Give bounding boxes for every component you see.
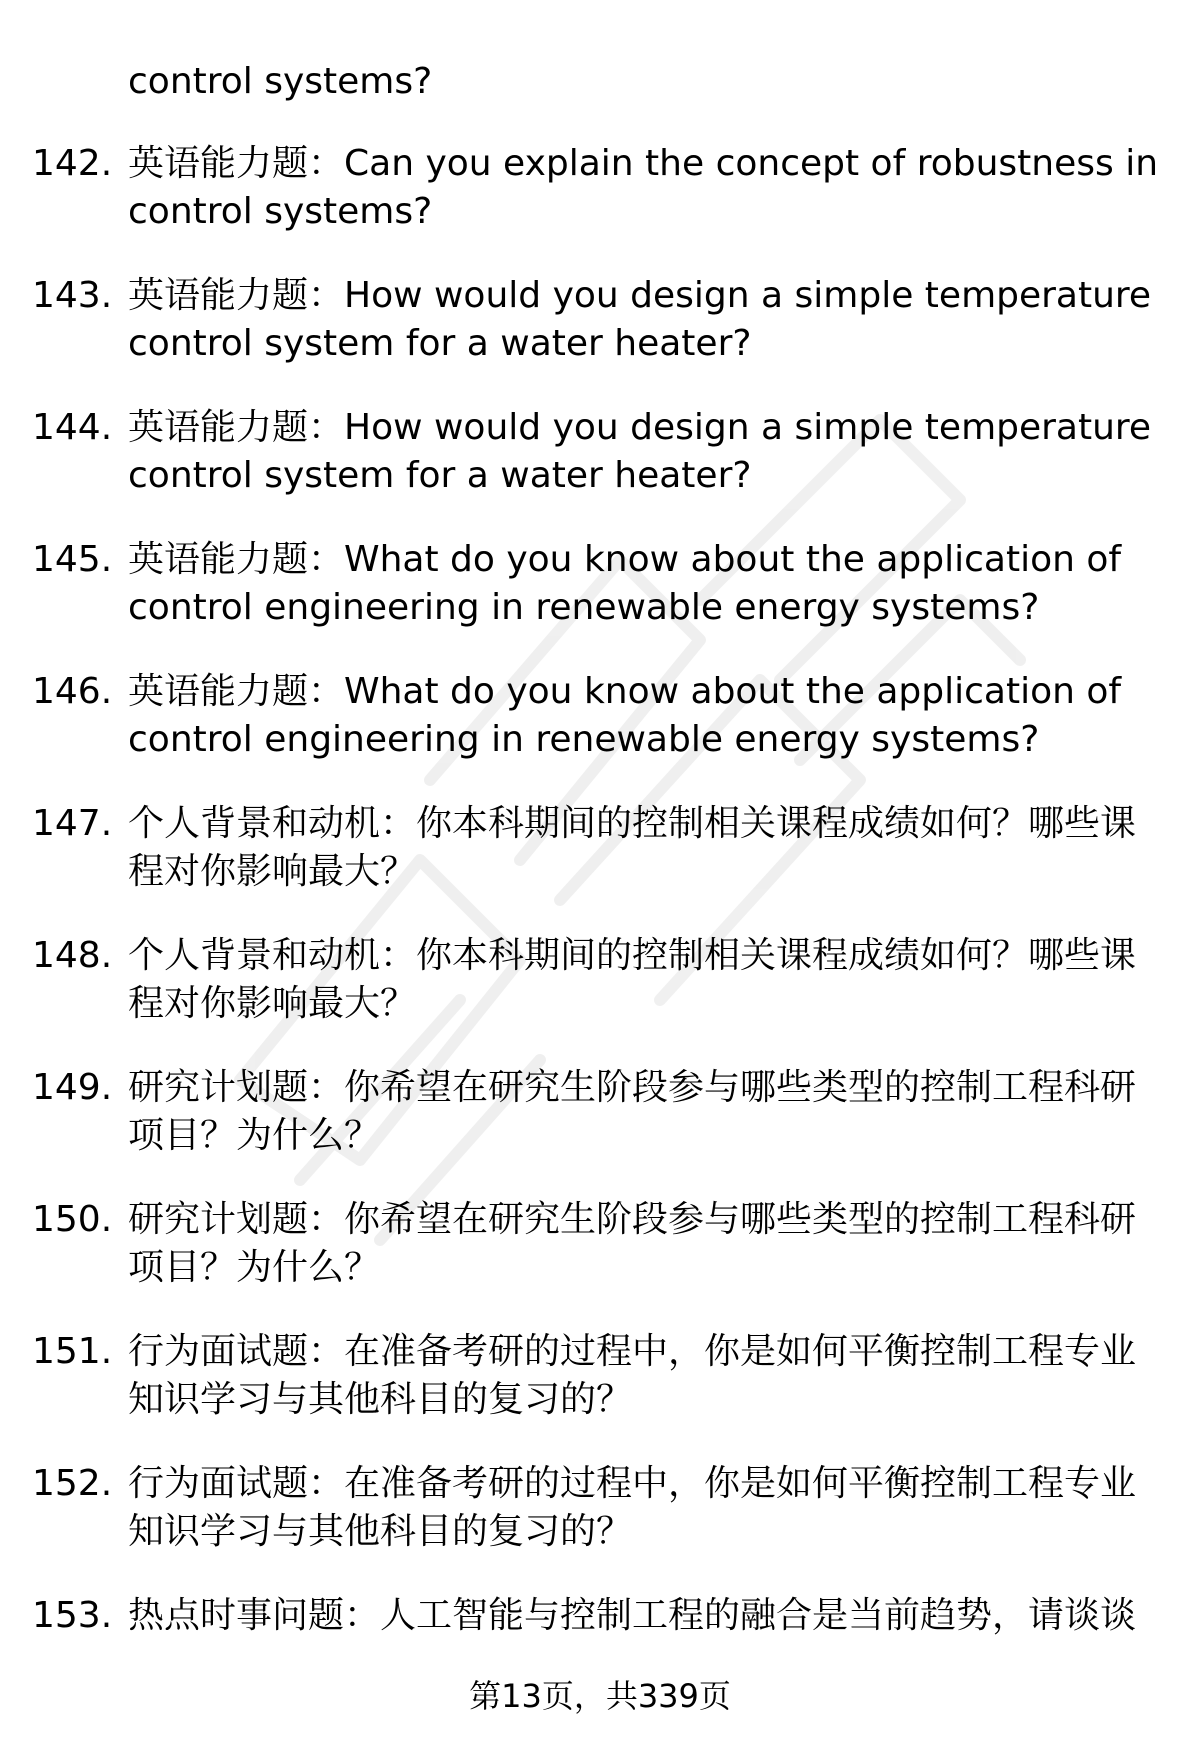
item-text	[128, 140, 1159, 236]
item-number: 142.	[32, 143, 113, 184]
item-number: 146.	[32, 671, 113, 712]
item-text-line: 研究计划题：你希望在研究生阶段参与哪些类型的控制工程科研	[128, 1067, 1137, 1108]
item-number: 148.	[32, 935, 113, 976]
item-number: 144.	[32, 407, 113, 448]
item-number: 152.	[32, 1463, 113, 1504]
item-text-line: control systems?	[128, 191, 433, 232]
item-text	[128, 1064, 1138, 1160]
item-text-line: 英语能力题：What do you know about the application of	[128, 671, 1122, 712]
item-text-line: control engineering in renewable energy systems?	[128, 587, 1040, 628]
item-number: 143.	[32, 275, 113, 316]
item-text-line: 个人背景和动机：你本科期间的控制相关课程成绩如何？哪些课	[128, 935, 1137, 976]
item-text	[128, 932, 1138, 1028]
item-text-line: 研究计划题：你希望在研究生阶段参与哪些类型的控制工程科研	[128, 1199, 1137, 1240]
item-number: 149.	[32, 1067, 113, 1108]
item-text	[128, 668, 1138, 764]
item-text-line: control system for a water heater?	[128, 323, 752, 364]
item-text-line: control engineering in renewable energy systems?	[128, 719, 1040, 760]
item-text	[128, 272, 1152, 368]
item-text-line: 知识学习与其他科目的复习的？	[128, 1511, 633, 1552]
item-text-line: 程对你影响最大？	[128, 851, 417, 892]
item-text-line: 知识学习与其他科目的复习的？	[128, 1379, 633, 1420]
item-text	[128, 1328, 1138, 1424]
item-number: 151.	[32, 1331, 113, 1372]
item-text-line: 热点时事问题：人工智能与控制工程的融合是当前趋势，请谈谈	[128, 1595, 1137, 1636]
item-text	[128, 536, 1138, 632]
item-number: 145.	[32, 539, 113, 580]
item-text	[128, 1460, 1138, 1556]
item-text-line: 项目？为什么？	[128, 1115, 381, 1156]
item-number: 147.	[32, 803, 113, 844]
item-text-line: 英语能力题：Can you explain the concept of robustness in	[128, 143, 1159, 184]
item-text	[128, 404, 1152, 500]
page-footer: 第13页，共339页	[469, 1677, 731, 1715]
item-text-line: 个人背景和动机：你本科期间的控制相关课程成绩如何？哪些课	[128, 803, 1137, 844]
item-text	[128, 1592, 1138, 1640]
item-text-line: 项目？为什么？	[128, 1247, 381, 1288]
item-number: 150.	[32, 1199, 113, 1240]
item-number: 153.	[32, 1595, 113, 1636]
continuation-text: control systems?	[128, 61, 433, 102]
item-text	[128, 1196, 1138, 1292]
item-text-line: 英语能力题：How would you design a simple temperature	[128, 275, 1152, 316]
item-text	[128, 800, 1138, 896]
item-text-line: 行为面试题：在准备考研的过程中，你是如何平衡控制工程专业	[128, 1331, 1137, 1372]
item-text-line: 程对你影响最大？	[128, 983, 417, 1024]
item-text-line: 行为面试题：在准备考研的过程中，你是如何平衡控制工程专业	[128, 1463, 1137, 1504]
item-text-line: control system for a water heater?	[128, 455, 752, 496]
item-text-line: 英语能力题：What do you know about the application of	[128, 539, 1122, 580]
item-text-line: 英语能力题：How would you design a simple temperature	[128, 407, 1152, 448]
